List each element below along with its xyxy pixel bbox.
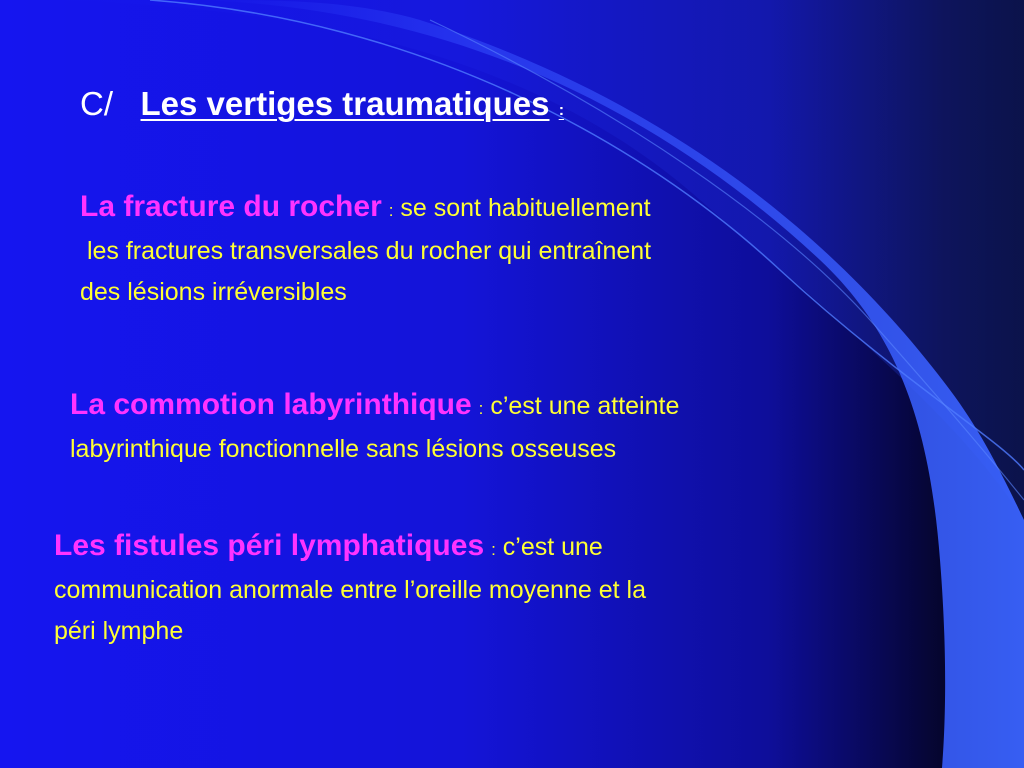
title-main: Les vertiges traumatiques	[140, 85, 550, 122]
section-fracture-rocher	[80, 186, 651, 313]
term-label: Les fistules péri lymphatiques	[54, 529, 485, 562]
section-first-line	[70, 384, 679, 429]
section-text-line: les fractures transversales du rocher qui entraînent	[80, 237, 652, 265]
section-first-line	[54, 525, 646, 570]
section-text-line: c’est une atteinte	[490, 392, 680, 420]
section-text-line: péri lymphe	[54, 617, 184, 645]
term-colon: :	[478, 399, 484, 418]
title-colon: :	[558, 102, 565, 119]
section-text-line: se sont habituellement	[400, 194, 651, 222]
section-first-line	[80, 186, 651, 231]
term-label: La fracture du rocher	[80, 190, 382, 223]
section-text-line: labyrinthique fonctionnelle sans lésions osseuses	[70, 435, 617, 463]
section-text-line: c’est une	[502, 533, 603, 561]
section-commotion-labyrinthique	[70, 384, 679, 470]
section-text-line: des lésions irréversibles	[80, 278, 347, 306]
term-label: La commotion labyrinthique	[70, 388, 472, 421]
term-colon: :	[491, 540, 496, 559]
term-colon: :	[388, 201, 394, 220]
section-text-line: communication anormale entre l’oreille moyenne et la	[54, 576, 646, 604]
title-prefix: C/	[80, 85, 113, 122]
section-fistules-peri-lymphatiques	[54, 525, 646, 652]
slide-title	[80, 82, 564, 133]
